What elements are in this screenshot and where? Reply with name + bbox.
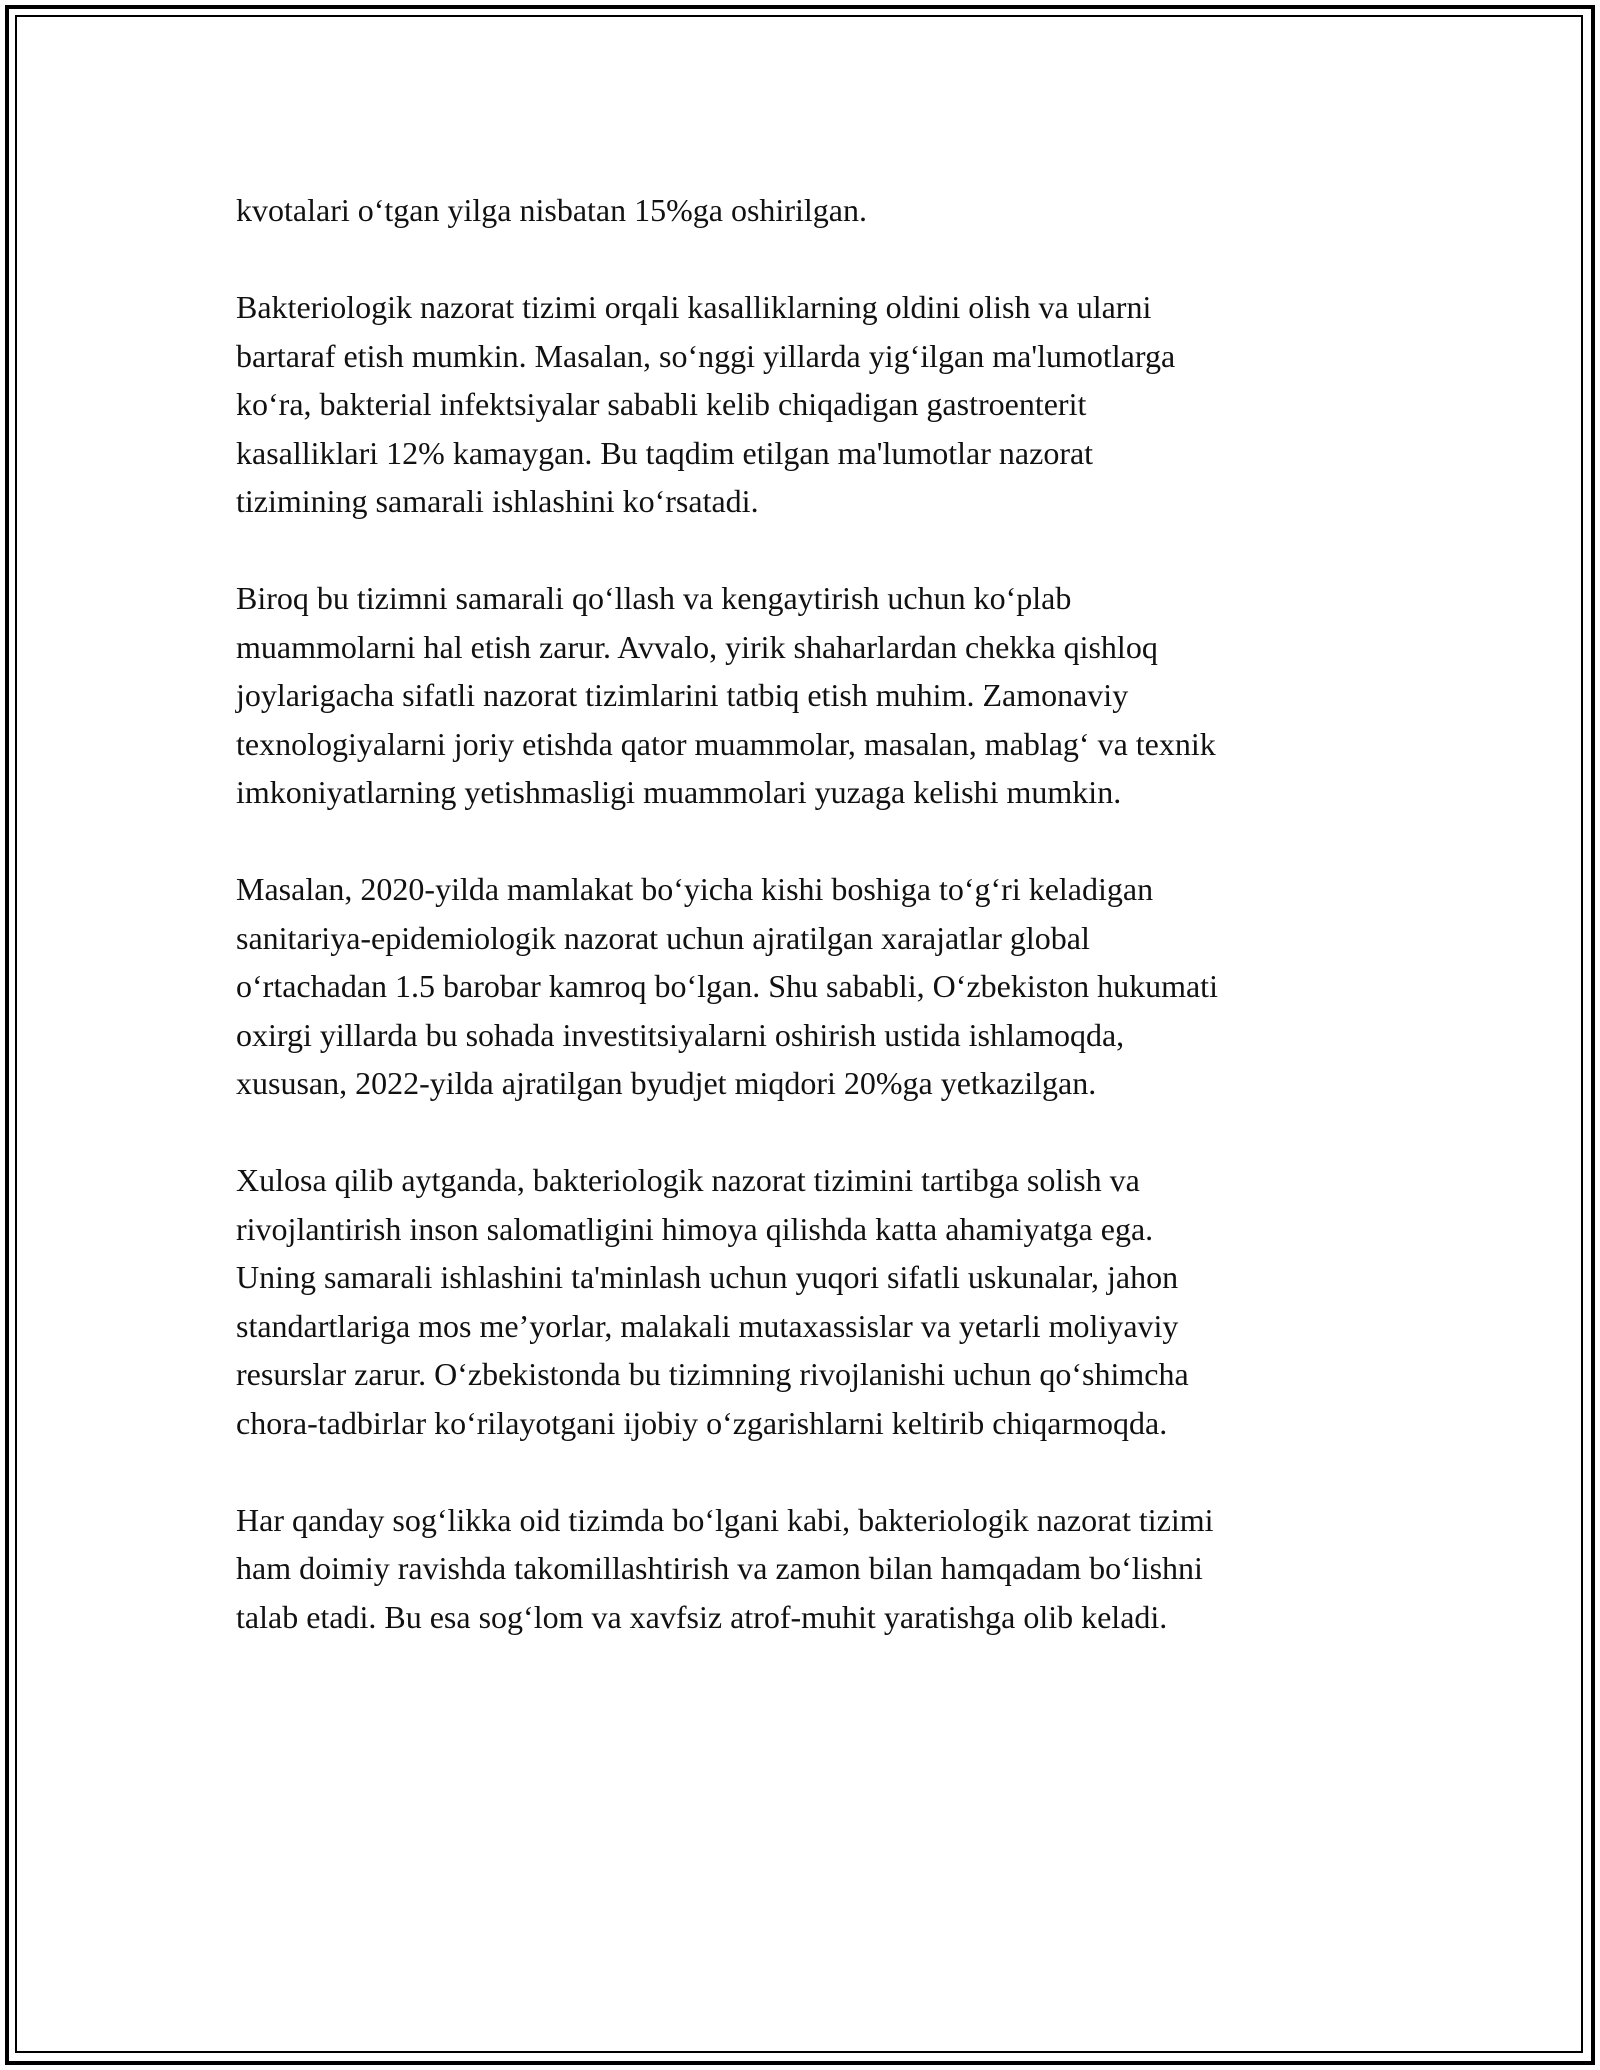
paragraph-5: Xulosa qilib aytganda, bakteriologik nazorat tizimini tartibga solish va rivojlantirish inson salomatligini himoya qilishda katta ahamiyatga ega. Uning samarali ishlashini ta'minlash uchun yuqori sifatli uskunalar, jahon standartlariga mos me’yorlar, malakali mutaxassislar va yetarli moliyaviy resurslar zarur. O‘zbekistonda bu tizimning rivojlanishi uchun qo‘shimcha chora-tadbirlar ko‘rilayotgani ijobiy o‘zgarishlarni keltirib chiqarmoqda. xyxy=(236,1162,1189,1441)
paragraph-2: Bakteriologik nazorat tizimi orqali kasalliklarning oldini olish va ularni bartaraf etish mumkin. Masalan, so‘nggi yillarda yig‘ilgan ma'lumotlarga ko‘ra, bakterial infektsiyalar sababli kelib chiqadigan gastroenterit kasalliklari 12% kamaygan. Bu taqdim etilgan ma'lumotlar nazorat tizimining samarali ishlashini ko‘rsatadi. xyxy=(236,289,1176,519)
paragraph-1: kvotalari o‘tgan yilga nisbatan 15%ga oshirilgan. xyxy=(236,192,867,228)
document-body xyxy=(236,186,1366,1690)
paragraph-6: Har qanday sog‘likka oid tizimda bo‘lgani kabi, bakteriologik nazorat tizimi ham doimiy ravishda takomillashtirish va zamon bilan hamqadam bo‘lishni talab etadi. Bu esa sog‘lom va xavfsiz atrof-muhit yaratishga olib keladi. xyxy=(236,1501,1214,1635)
paragraph-4: Masalan, 2020-yilda mamlakat bo‘yicha kishi boshiga to‘g‘ri keladigan sanitariya-epidemiologik nazorat uchun ajratilgan xarajatlar global o‘rtachadan 1.5 barobar kamroq bo‘lgan. Shu sababli, O‘zbekiston hukumati oxirgi yillarda bu sohada investitsiyalarni oshirish ustida ishlamoqda, xususan, 2022-yilda ajratilgan byudjet miqdori 20%ga yetkazilgan. xyxy=(236,871,1218,1101)
paragraph-3: Biroq bu tizimni samarali qo‘llash va kengaytirish uchun ko‘plab muammolarni hal etish zarur. Avvalo, yirik shaharlardan chekka qishloq joylarigacha sifatli nazorat tizimlarini tatbiq etish muhim. Zamonaviy texnologiyalarni joriy etishda qator muammolar, masalan, mablag‘ va texnik imkoniyatlarning yetishmasligi muammolari yuzaga kelishi mumkin. xyxy=(236,580,1216,810)
